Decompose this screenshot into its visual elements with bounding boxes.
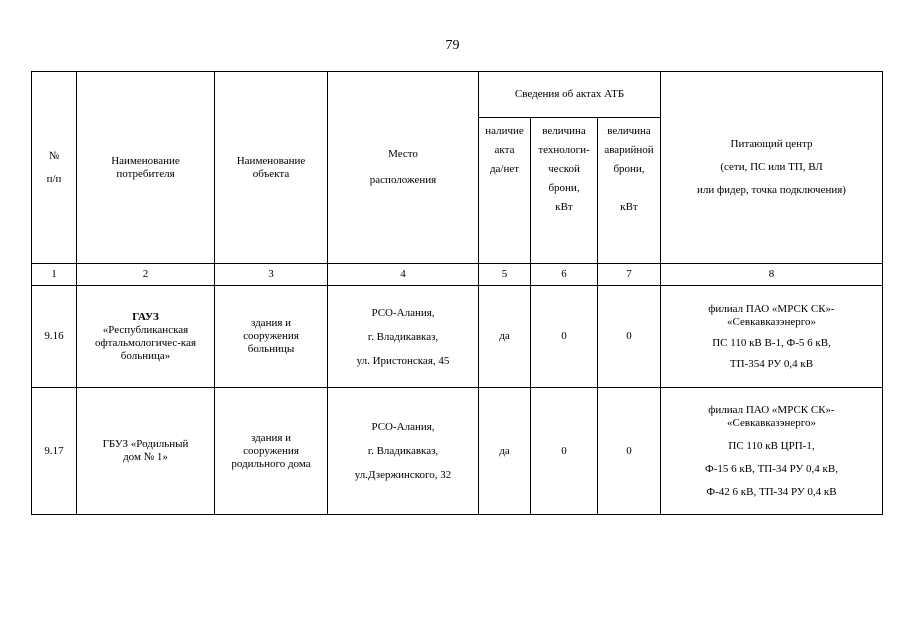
power-center: филиал ПАО «МРСК СК»- «Севкавказэнерго» ПС 110 кВ В-1, Ф-5 6 кВ, ТП-354 РУ 0,4 кВ bbox=[661, 286, 883, 388]
consumers-table bbox=[31, 71, 883, 515]
header-atb-group: Сведения об актах АТБ bbox=[479, 72, 661, 118]
consumer-name: ГБУЗ «Родильный дом № 1» bbox=[77, 388, 215, 515]
header-location: Место расположения bbox=[328, 72, 479, 264]
emergency-reserve: 0 bbox=[598, 286, 661, 388]
header-emergency-reserve: величина аварийной брони, кВт bbox=[598, 118, 661, 264]
table-row bbox=[32, 388, 883, 515]
row-num: 9.17 bbox=[32, 388, 77, 515]
object-name: здания и сооружения больницы bbox=[215, 286, 328, 388]
header-num: № п/п bbox=[32, 72, 77, 264]
power-center: филиал ПАО «МРСК СК»- «Севкавказэнерго» ПС 110 кВ ЦРП-1, Ф-15 6 кВ, ТП-34 РУ 0,4 кВ, Ф-42 6 кВ, ТП-34 РУ 0,4 кВ bbox=[661, 388, 883, 515]
col-number: 7 bbox=[598, 264, 661, 286]
location: РСО-Алания, г. Владикавказ, ул. Иристонская, 45 bbox=[328, 286, 479, 388]
col-number: 2 bbox=[77, 264, 215, 286]
col-number: 3 bbox=[215, 264, 328, 286]
header-consumer: Наименование потребителя bbox=[77, 72, 215, 264]
table-row bbox=[32, 286, 883, 388]
act-present: да bbox=[479, 286, 531, 388]
header-tech-reserve: величина технологи- ческой брони, кВт bbox=[531, 118, 598, 264]
tech-reserve: 0 bbox=[531, 286, 598, 388]
header-power-center: Питающий центр (сети, ПС или ТП, ВЛ или фидер, точка подключения) bbox=[661, 72, 883, 264]
tech-reserve: 0 bbox=[531, 388, 598, 515]
col-number: 1 bbox=[32, 264, 77, 286]
object-name: здания и сооружения родильного дома bbox=[215, 388, 328, 515]
header-act: наличие акта да/нет bbox=[479, 118, 531, 264]
header-object: Наименование объекта bbox=[215, 72, 328, 264]
page-number: 79 bbox=[445, 38, 460, 53]
act-present: да bbox=[479, 388, 531, 515]
col-number: 5 bbox=[479, 264, 531, 286]
column-number-row bbox=[32, 264, 883, 286]
location: РСО-Алания, г. Владикавказ, ул.Дзержинского, 32 bbox=[328, 388, 479, 515]
consumer-name: ГАУЗ «Республиканская офтальмологичес-кая больница» bbox=[77, 286, 215, 388]
row-num: 9.16 bbox=[32, 286, 77, 388]
col-number: 4 bbox=[328, 264, 479, 286]
col-number: 8 bbox=[661, 264, 883, 286]
col-number: 6 bbox=[531, 264, 598, 286]
emergency-reserve: 0 bbox=[598, 388, 661, 515]
